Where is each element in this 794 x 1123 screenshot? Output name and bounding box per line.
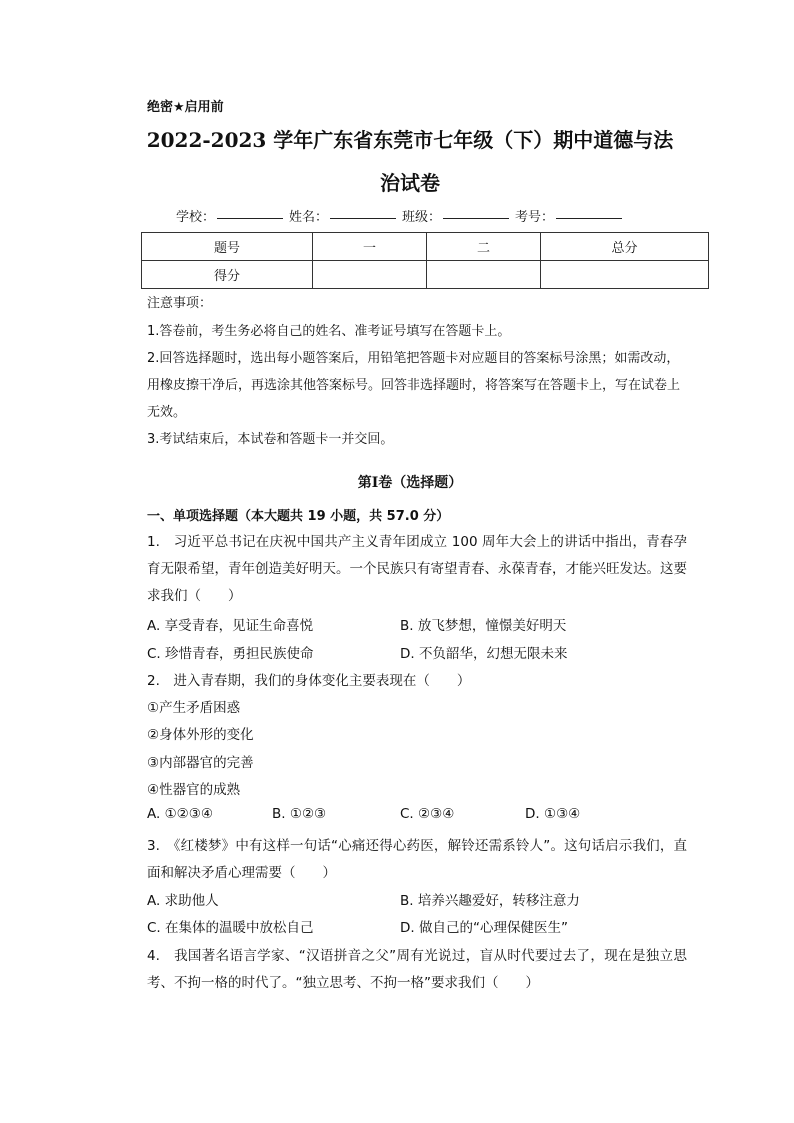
exam-number-blank [556,206,622,219]
class-label: 班级： [402,210,442,225]
question-2-option-c: C. ②③④ [400,806,455,822]
question-4-stem: 4. 我国著名语言学家、“汉语拼音之父”周有光说过，盲从时代要过去了，现在是独立思考、不拘一格的时代了。“独立思考、不拘一格”要求我们（ ） [147,948,687,991]
question-1-option-c: C. 珍惜青春，勇担民族使命 [147,646,314,662]
question-2-statement-1: ①产生矛盾困惑 [147,700,241,716]
question-1-stem: 1. 习近平总书记在庆祝中国共产主义青年团成立 100 周年大会上的讲话中指出，青春孕育无限希望，青年创造美好明天。一个民族只有寄望青春、永葆青春，才能兴旺发达。这要求我们（ ） [147,534,687,604]
score-table [141,232,709,289]
table-cell: 总分 [541,233,709,261]
name-blank [330,206,396,219]
table-cell [427,261,541,289]
question-3-option-b: B. 培养兴趣爱好，转移注意力 [400,893,580,909]
question-2-statement-3: ③内部器官的完善 [147,755,254,771]
notice-item-1: 1.答卷前，考生务必将自己的姓名、准考证号填写在答题卡上。 [147,324,511,339]
class-blank [443,206,509,219]
question-2-option-b: B. ①②③ [272,806,327,822]
question-2-stem: 2. 进入青春期，我们的身体变化主要表现在（ ） [147,673,471,689]
question-2-option-a: A. ①②③④ [147,806,213,822]
question-3-option-c: C. 在集体的温暖中放松自己 [147,920,314,936]
table-cell: 题号 [142,233,313,261]
section-title: 第Ⅰ卷（选择题） [357,475,463,491]
exam-title-line2: 治试卷 [380,171,440,195]
table-cell [313,261,427,289]
question-1-option-a: A. 享受青春，见证生命喜悦 [147,618,314,634]
question-1-option-b: B. 放飞梦想，憧憬美好明天 [400,618,567,634]
question-2-option-d: D. ①③④ [525,806,581,822]
question-3-stem: 3. 《红楼梦》中有这样一句话“心痛还得心药医，解铃还需系铃人”。这句话启示我们，直面和解决矛盾心理需要（ ） [147,838,687,881]
question-3-option-d: D. 做自己的“心理保健医生” [400,920,568,936]
table-cell [541,261,709,289]
exam-number-label: 考号： [515,210,555,225]
table-cell: 一 [313,233,427,261]
table-row [142,261,709,289]
school-blank [217,206,283,219]
confidential-label: 绝密★启用前 [147,100,224,115]
question-1-option-d: D. 不负韶华，幻想无限未来 [400,646,568,662]
name-label: 姓名： [289,210,329,225]
school-label: 学校： [176,210,216,225]
table-row [142,233,709,261]
notice-item-2: 2.回答选择题时，选出每小题答案后，用铅笔把答题卡对应题目的答案标号涂黑；如需改动，用橡皮擦干净后，再选涂其他答案标号。回答非选择题时，将答案写在答题卡上，写在试卷上无效。 [147,351,681,420]
table-cell: 二 [427,233,541,261]
table-cell: 得分 [142,261,313,289]
notice-item-3: 3.考试结束后，本试卷和答题卡一并交回。 [147,432,394,447]
question-2-statement-4: ④性器官的成熟 [147,782,241,798]
question-2-statement-2: ②身体外形的变化 [147,727,254,743]
part-heading: 一、单项选择题（本大题共 19 小题，共 57.0 分） [147,509,450,524]
question-3-option-a: A. 求助他人 [147,893,219,909]
exam-title-line1: 2022-2023 学年广东省东莞市七年级（下）期中道德与法 [146,128,674,152]
notice-title: 注意事项： [147,296,213,311]
student-info-row [176,206,628,225]
